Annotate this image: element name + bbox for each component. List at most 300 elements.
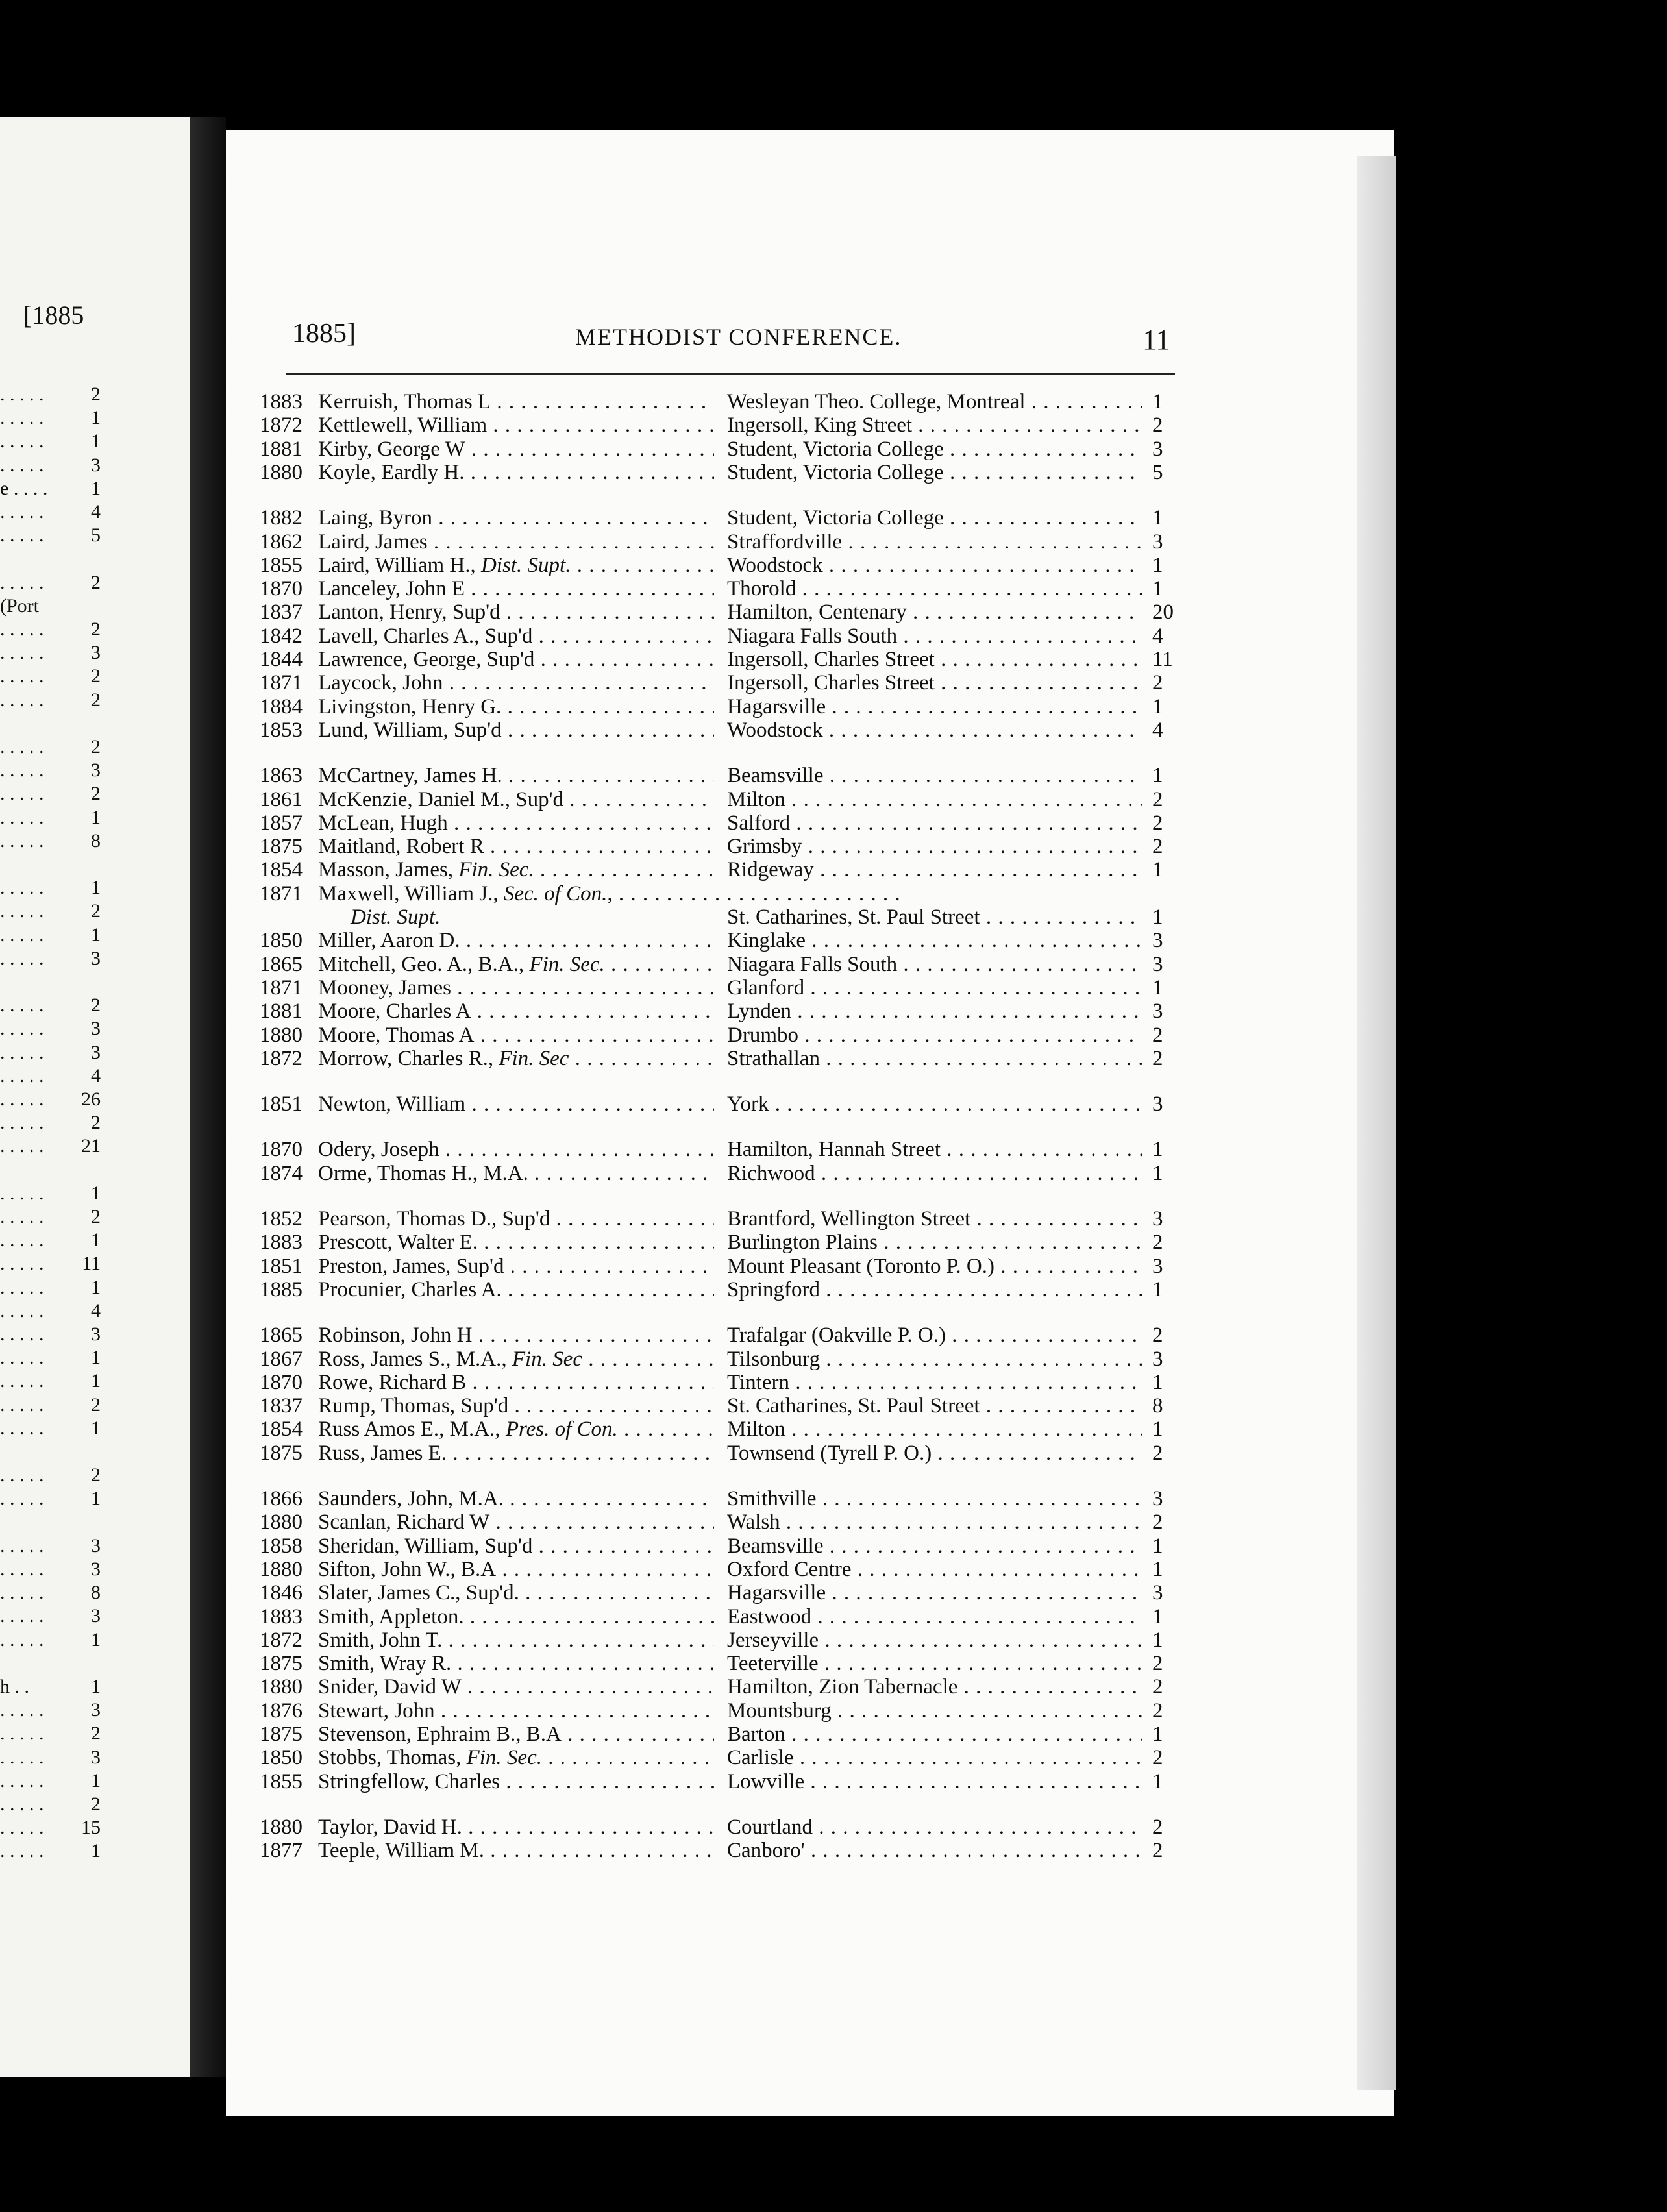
entry-name: Lawrence, George, Sup'd . . . <box>318 647 714 672</box>
book-gutter-shadow <box>190 117 226 2077</box>
previous-page-line <box>0 1346 188 1370</box>
list-item <box>260 1323 1181 1347</box>
entry-year: 1842 <box>260 624 303 648</box>
previous-page-line <box>0 477 188 500</box>
entry-station: Strathallan . . . <box>727 1046 1142 1071</box>
list-item <box>260 413 1181 437</box>
entry-name: Laird, William H., Dist. Supt. . . . <box>318 553 714 578</box>
previous-page-line <box>0 735 188 759</box>
previous-page-leader: (Port <box>0 595 39 617</box>
entry-years: 2 <box>1152 1699 1163 1723</box>
entry-year: 1872 <box>260 1628 303 1652</box>
entry-station: Townsend (Tyrell P. O.) . . . <box>727 1441 1142 1466</box>
previous-page-number: 1 <box>91 1347 101 1369</box>
entry-year: 1884 <box>260 694 303 719</box>
entry-station: Hagarsville . . . <box>727 1580 1142 1605</box>
list-item <box>260 1161 1181 1186</box>
previous-page-number: 3 <box>91 1605 101 1627</box>
entry-name: Koyle, Eardly H. . . . <box>318 460 714 485</box>
entry-years: 1 <box>1152 553 1163 577</box>
previous-page-line <box>0 853 188 876</box>
entry-station: Mount Pleasant (Toronto P. O.) . . . <box>727 1254 1142 1279</box>
entry-year: 1883 <box>260 1604 303 1628</box>
entry-years: 1 <box>1152 858 1163 882</box>
entry-years: 2 <box>1152 413 1163 437</box>
previous-page-number: 2 <box>91 384 101 405</box>
previous-page-number: 2 <box>91 619 101 640</box>
entry-name: Laing, Byron . . . <box>318 506 714 530</box>
entry-station: Woodstock . . . <box>727 718 1142 743</box>
page-edge <box>1357 156 1396 2090</box>
entry-name: Mooney, James . . . <box>318 976 714 1000</box>
previous-page-line <box>0 759 188 782</box>
entry-year: 1881 <box>260 437 303 461</box>
previous-page-leader: . . . . . <box>0 1135 44 1157</box>
entry-years: 2 <box>1152 671 1163 695</box>
list-item <box>260 624 1181 648</box>
entry-office: Dist. Supt. <box>351 905 441 929</box>
previous-page-number: 2 <box>91 665 101 687</box>
entry-name: Kirby, George W . . . <box>318 437 714 461</box>
previous-page-leader: . . . . . <box>0 430 44 452</box>
entry-station: Student, Victoria College . . . <box>727 437 1142 461</box>
list-item <box>260 1534 1181 1558</box>
entry-years: 5 <box>1152 460 1163 484</box>
list-item <box>260 1046 1181 1071</box>
entry-year: 1870 <box>260 1138 303 1162</box>
entry-station: Ingersoll, King Street . . . <box>727 413 1142 437</box>
entry-year: 1866 <box>260 1487 303 1510</box>
entry-name: Stobbs, Thomas, Fin. Sec. . . . <box>318 1745 714 1770</box>
list-item <box>260 1557 1181 1582</box>
previous-page-line <box>0 876 188 900</box>
previous-page-leader: . . . . . <box>0 759 44 781</box>
entry-year: 1883 <box>260 390 303 413</box>
entry-station: Wesleyan Theo. College, Montreal . . . <box>727 389 1142 414</box>
previous-page-line <box>0 1534 188 1558</box>
previous-page-line <box>0 1558 188 1581</box>
entry-years: 3 <box>1152 1092 1163 1116</box>
previous-page-line <box>0 665 188 688</box>
entry-year: 1858 <box>260 1534 303 1558</box>
entry-name: Preston, James, Sup'd . . . <box>318 1254 714 1279</box>
previous-page-number: 15 <box>81 1817 101 1839</box>
previous-page-leader: . . . . . <box>0 1534 44 1556</box>
entry-year: 1837 <box>260 1394 303 1418</box>
entry-years: 1 <box>1152 1138 1163 1162</box>
previous-page-leader: . . . . . <box>0 806 44 828</box>
entry-year: 1872 <box>260 413 303 437</box>
previous-page-leader: . . . . . <box>0 1088 44 1110</box>
previous-page-line <box>0 1652 188 1675</box>
previous-page-leader: . . . . . <box>0 924 44 946</box>
entry-name: Laird, James . . . <box>318 530 714 554</box>
list-item <box>260 763 1181 788</box>
list-item <box>260 437 1181 461</box>
previous-page-number: 3 <box>91 759 101 781</box>
list-item <box>260 506 1181 530</box>
previous-page-leader: . . . . . <box>0 830 44 852</box>
entry-year: 1870 <box>260 1370 303 1394</box>
entry-station: Tintern . . . <box>727 1370 1142 1395</box>
previous-page-line <box>0 1182 188 1205</box>
entry-year: 1874 <box>260 1161 303 1185</box>
previous-page-leader: . . . . . <box>0 947 44 969</box>
entry-years: 2 <box>1152 1023 1163 1047</box>
list-item <box>260 928 1181 953</box>
previous-page-line <box>0 500 188 524</box>
entry-station: Carlisle . . . <box>727 1745 1142 1770</box>
previous-page-line <box>0 947 188 970</box>
entry-name: Procunier, Charles A. . . . <box>318 1277 714 1302</box>
previous-page-number: 1 <box>91 1229 101 1251</box>
previous-page-line <box>0 830 188 853</box>
entry-station: St. Catharines, St. Paul Street . . . <box>727 905 1142 929</box>
entry-years: 1 <box>1152 577 1163 601</box>
entry-years: 1 <box>1152 1277 1163 1301</box>
previous-page-leader: . . . . . <box>0 1558 44 1580</box>
previous-page-leader: . . . . . <box>0 1253 44 1275</box>
entry-station: Woodstock . . . <box>727 553 1142 578</box>
entry-year: 1855 <box>260 1769 303 1793</box>
previous-page-number: 2 <box>91 783 101 805</box>
entry-years: 3 <box>1152 530 1163 554</box>
list-item <box>260 1137 1181 1162</box>
previous-page-number: 2 <box>91 1112 101 1134</box>
list-item <box>260 857 1181 882</box>
previous-page-number: 8 <box>91 1582 101 1604</box>
entry-station: Brantford, Wellington Street . . . <box>727 1207 1142 1231</box>
previous-page-number: 3 <box>91 1041 101 1063</box>
entry-year: 1855 <box>260 553 303 577</box>
previous-page-number: 2 <box>91 1394 101 1416</box>
previous-page-leader: . . . . . <box>0 1370 44 1392</box>
entry-year: 1882 <box>260 506 303 530</box>
list-item <box>260 999 1181 1024</box>
entry-years: 2 <box>1152 1441 1163 1465</box>
previous-page-number: 2 <box>91 1723 101 1745</box>
entry-year: 1870 <box>260 577 303 601</box>
previous-page-leader: . . . . . <box>0 407 44 429</box>
previous-page-leader: . . . . . <box>0 1817 44 1839</box>
entry-name: McCartney, James H. . . . <box>318 763 714 788</box>
previous-page-line <box>0 1205 188 1229</box>
list-item <box>260 976 1181 1000</box>
previous-page-number: 3 <box>91 1699 101 1721</box>
entry-years: 1 <box>1152 1557 1163 1581</box>
entry-station: Ridgeway . . . <box>727 857 1142 882</box>
previous-page-leader: . . . . . <box>0 571 44 593</box>
list-item <box>260 1230 1181 1255</box>
previous-page-number: 3 <box>91 642 101 664</box>
previous-page-number: 1 <box>91 1417 101 1439</box>
entry-station: Lynden . . . <box>727 999 1142 1024</box>
previous-page-line <box>0 1159 188 1182</box>
list-item <box>260 1347 1181 1371</box>
list-item <box>260 1092 1181 1116</box>
entry-years: 3 <box>1152 1000 1163 1024</box>
entry-station: Hamilton, Centenary . . . <box>727 600 1142 624</box>
entry-name: Slater, James C., Sup'd. . . . <box>318 1580 714 1605</box>
entry-station: Lowville . . . <box>727 1769 1142 1794</box>
previous-page-line <box>0 571 188 595</box>
entry-name: Smith, Appleton. . . . <box>318 1604 714 1629</box>
entry-year: 1880 <box>260 460 303 484</box>
previous-page-leader: . . . . . <box>0 1628 44 1651</box>
list-item <box>260 1815 1181 1839</box>
entry-year: 1861 <box>260 787 303 811</box>
entry-name: Kerruish, Thomas L . . . <box>318 389 714 414</box>
entry-years: 1 <box>1152 1604 1163 1628</box>
entry-station: Ingersoll, Charles Street . . . <box>727 647 1142 672</box>
entry-station: St. Catharines, St. Paul Street . . . <box>727 1394 1142 1418</box>
entry-name: Maitland, Robert R . . . <box>318 834 714 859</box>
entry-name: Mitchell, Geo. A., B.A., Fin. Sec. . . . <box>318 952 714 977</box>
previous-page-leader: . . . . . <box>0 642 44 664</box>
entry-station: Courtland . . . <box>727 1815 1142 1839</box>
entry-years: 2 <box>1152 1510 1163 1534</box>
previous-page-leader: . . . . . <box>0 1464 44 1486</box>
previous-page-leader: . . . . . <box>0 877 44 899</box>
entry-station: Hamilton, Hannah Street . . . <box>727 1137 1142 1162</box>
previous-page-leader: . . . . . <box>0 1723 44 1745</box>
entry-years: 3 <box>1152 1207 1163 1231</box>
entry-name: Orme, Thomas H., M.A. . . . <box>318 1161 714 1186</box>
previous-page-leader: . . . . . <box>0 1347 44 1369</box>
entry-year: 1850 <box>260 1746 303 1770</box>
entry-years: 3 <box>1152 1581 1163 1605</box>
entry-station: Thorold . . . <box>727 576 1142 601</box>
previous-page-number: 3 <box>91 1746 101 1768</box>
list-item <box>260 1254 1181 1279</box>
entry-years: 20 <box>1152 600 1174 624</box>
entry-years: 1 <box>1152 1534 1163 1558</box>
previous-page-leader: . . . . . <box>0 1112 44 1134</box>
entry-year: 1871 <box>260 671 303 695</box>
previous-page-line <box>0 1722 188 1745</box>
entry-year: 1857 <box>260 811 303 835</box>
previous-page-line <box>0 1041 188 1064</box>
previous-page-line <box>0 994 188 1017</box>
previous-page-leader: . . . . . <box>0 1605 44 1627</box>
previous-page-header: [1885 <box>23 301 84 330</box>
previous-page-line <box>0 1769 188 1793</box>
previous-page-leader: h . . <box>0 1676 29 1697</box>
entry-years: 1 <box>1152 1161 1163 1185</box>
previous-page-line <box>0 430 188 453</box>
previous-page-leader: . . . . . <box>0 1229 44 1251</box>
previous-page-line <box>0 547 188 571</box>
entry-name: Russ, James E. . . . <box>318 1441 714 1466</box>
previous-page-number: 1 <box>91 1488 101 1510</box>
entry-year: 1880 <box>260 1675 303 1699</box>
previous-page-line <box>0 1252 188 1275</box>
previous-page-line <box>0 1229 188 1252</box>
list-item <box>260 1370 1181 1395</box>
previous-page-leader: . . . . . <box>0 736 44 757</box>
previous-page-line <box>0 1839 188 1863</box>
entry-station: Burlington Plains . . . <box>727 1230 1142 1255</box>
entry-name: Prescott, Walter E. . . . <box>318 1230 714 1255</box>
running-head <box>292 318 1175 357</box>
entry-year: 1846 <box>260 1581 303 1605</box>
previous-page-number: 26 <box>81 1088 101 1110</box>
entry-name: Morrow, Charles R., Fin. Sec . . . <box>318 1046 714 1071</box>
entry-years: 3 <box>1152 1487 1163 1510</box>
list-item <box>260 1675 1181 1699</box>
entry-year: 1851 <box>260 1092 303 1116</box>
previous-page-line <box>0 970 188 994</box>
previous-page-line <box>0 1440 188 1464</box>
previous-page-number: 1 <box>91 1628 101 1651</box>
list-item <box>260 1277 1181 1302</box>
entry-station: Glanford . . . <box>727 976 1142 1000</box>
entry-year: 1854 <box>260 1418 303 1442</box>
list-item <box>260 1699 1181 1723</box>
previous-page-number: 2 <box>91 571 101 593</box>
previous-page-leader: . . . . . <box>0 783 44 805</box>
entry-name: Rump, Thomas, Sup'd . . . <box>318 1394 714 1418</box>
previous-page-line <box>0 1276 188 1299</box>
entry-year: 1850 <box>260 929 303 953</box>
previous-page-number: 2 <box>91 1206 101 1227</box>
header-rule <box>286 373 1175 375</box>
entry-station: Walsh . . . <box>727 1510 1142 1534</box>
entry-name: Teeple, William M. . . . <box>318 1838 714 1863</box>
list-item <box>260 952 1181 977</box>
entry-name: Moore, Charles A . . . <box>318 999 714 1024</box>
previous-page-leader: . . . . . <box>0 1394 44 1416</box>
entry-name: Stringfellow, Charles . . . <box>318 1769 714 1794</box>
entry-years: 2 <box>1152 1231 1163 1255</box>
entry-years: 1 <box>1152 1628 1163 1652</box>
entry-years: 1 <box>1152 694 1163 719</box>
previous-page-line <box>0 1064 188 1088</box>
list-item <box>260 1394 1181 1418</box>
list-item <box>260 530 1181 554</box>
list-item <box>260 834 1181 859</box>
entry-station: Milton . . . <box>727 787 1142 812</box>
previous-page-line <box>0 1746 188 1769</box>
entry-years: 1 <box>1152 1370 1163 1394</box>
entry-year: 1875 <box>260 1441 303 1465</box>
previous-page-line <box>0 618 188 641</box>
entry-station: Student, Victoria College . . . <box>727 460 1142 485</box>
list-item <box>260 881 1181 906</box>
previous-page-number: 2 <box>91 689 101 711</box>
previous-page-line <box>0 1017 188 1040</box>
entry-year: 1837 <box>260 600 303 624</box>
entry-name: Lavell, Charles A., Sup'd . . . <box>318 624 714 648</box>
previous-page-number: 1 <box>91 1840 101 1862</box>
entry-name: Pearson, Thomas D., Sup'd . . . <box>318 1207 714 1231</box>
entry-station: Hagarsville . . . <box>727 694 1142 719</box>
list-item <box>260 1745 1181 1770</box>
entry-year: 1880 <box>260 1510 303 1534</box>
previous-page-number: 1 <box>91 877 101 899</box>
previous-page-leader: . . . . . <box>0 1018 44 1040</box>
previous-page-line <box>0 1604 188 1628</box>
entry-name: Kettlewell, William . . . <box>318 413 714 437</box>
entry-year: 1881 <box>260 1000 303 1024</box>
entry-year: 1851 <box>260 1254 303 1278</box>
entry-year: 1862 <box>260 530 303 554</box>
entry-year: 1876 <box>260 1699 303 1723</box>
previous-page-line <box>0 1487 188 1510</box>
previous-page-line <box>0 712 188 735</box>
previous-page-line <box>0 689 188 712</box>
entry-years: 4 <box>1152 624 1163 648</box>
list-item <box>260 1417 1181 1442</box>
previous-page-number: 1 <box>91 1182 101 1204</box>
entry-years: 1 <box>1152 1769 1163 1793</box>
list-item <box>260 787 1181 812</box>
previous-page-line <box>0 900 188 923</box>
entry-station: Straffordville . . . <box>727 530 1142 554</box>
previous-page-number: 11 <box>82 1253 101 1275</box>
entry-years: 1 <box>1152 976 1163 1000</box>
previous-page-number: 2 <box>91 1464 101 1486</box>
entry-year: 1853 <box>260 718 303 742</box>
list-item <box>260 1604 1181 1629</box>
entry-name: Lanton, Henry, Sup'd . . . <box>318 600 714 624</box>
previous-page-number: 1 <box>91 1676 101 1697</box>
previous-page-line <box>0 406 188 430</box>
entry-name: McLean, Hugh . . . <box>318 811 714 835</box>
entry-name: Robinson, John H . . . <box>318 1323 714 1347</box>
entry-year: 1875 <box>260 1652 303 1676</box>
previous-page-number: 1 <box>91 1276 101 1298</box>
entry-years: 2 <box>1152 835 1163 859</box>
previous-page-line <box>0 782 188 805</box>
previous-page-line <box>0 1323 188 1346</box>
entry-station: Mountsburg . . . <box>727 1699 1142 1723</box>
previous-page-number: 3 <box>91 1018 101 1040</box>
previous-page-number: 3 <box>91 454 101 476</box>
entry-name: Newton, William . . . <box>318 1092 714 1116</box>
entry-year: 1872 <box>260 1046 303 1070</box>
entry-station: Hamilton, Zion Tabernacle . . . <box>727 1675 1142 1699</box>
list-item <box>260 460 1181 485</box>
list-item <box>260 553 1181 578</box>
previous-page-leader: . . . . . <box>0 1064 44 1087</box>
entry-name: Moore, Thomas A . . . <box>318 1023 714 1048</box>
entry-name: Ross, James S., M.A., Fin. Sec . . . <box>318 1347 714 1371</box>
entry-year: 1871 <box>260 976 303 1000</box>
list-item <box>260 647 1181 672</box>
list-item <box>260 1838 1181 1863</box>
entry-year: 1877 <box>260 1839 303 1863</box>
entry-station: Teeterville . . . <box>727 1651 1142 1676</box>
previous-page-number: 2 <box>91 736 101 757</box>
entry-years: 2 <box>1152 1815 1163 1839</box>
previous-page-line <box>0 1793 188 1816</box>
previous-page-number: 2 <box>91 994 101 1016</box>
entry-station: Barton . . . <box>727 1722 1142 1747</box>
previous-page-leader: . . . . . <box>0 1582 44 1604</box>
entry-years: 2 <box>1152 1046 1163 1070</box>
entry-years: 3 <box>1152 929 1163 953</box>
previous-page-number: 1 <box>91 430 101 452</box>
entry-year: 1865 <box>260 952 303 976</box>
entry-name: Sifton, John W., B.A . . . <box>318 1557 714 1582</box>
entry-name: Lanceley, John E . . . <box>318 576 714 601</box>
previous-page-number: 3 <box>91 1323 101 1345</box>
previous-page-leader: e . . . . <box>0 477 48 499</box>
previous-page-leader: . . . . . <box>0 524 44 547</box>
previous-page-line <box>0 1088 188 1111</box>
previous-page-line <box>0 1581 188 1604</box>
